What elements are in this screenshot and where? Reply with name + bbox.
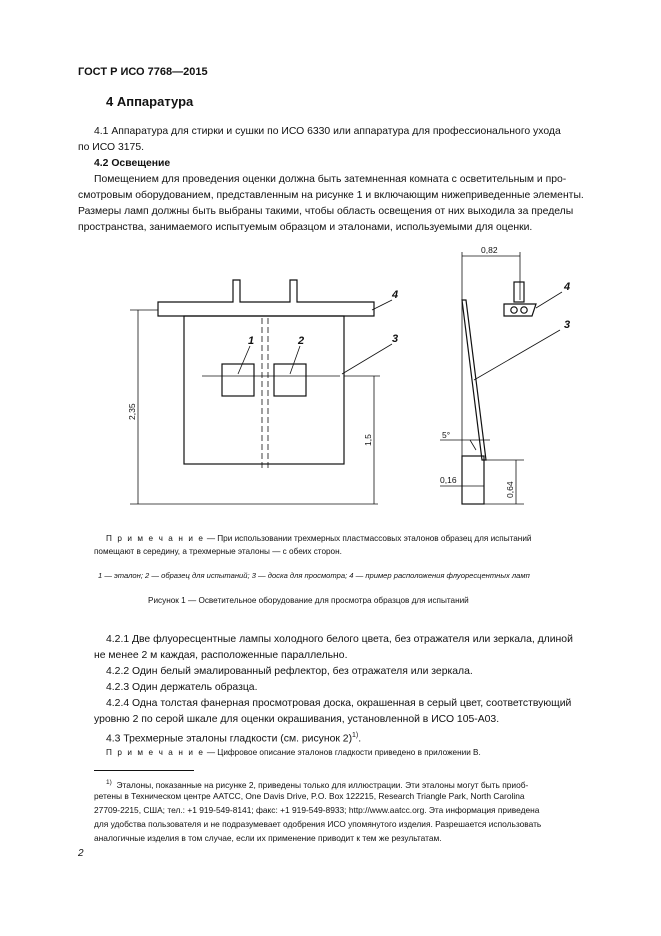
paragraph-4-2-line1: Помещением для проведения оценки должна быть затемненная комната с осветительным и про-	[94, 174, 567, 185]
figure-note-line2: помещают в середину, а трехмерные эталоны — с обеих сторон.	[94, 547, 342, 556]
footnote-ref: 1)	[352, 732, 359, 739]
lamp-bar	[158, 280, 374, 316]
paragraph-4-2-line3: Размеры ламп должны быть выбраны такими, чтобы область освещения от них выходила за пределы	[78, 206, 574, 217]
item-4-2-3: 4.2.3 Один держатель образца.	[106, 682, 258, 693]
note-2: П р и м е ч а н и е — Цифровое описание эталонов гладкости приведено в приложении В.	[106, 748, 481, 757]
leader-2	[290, 346, 300, 374]
leader-4	[372, 300, 392, 310]
item-4-2-2: 4.2.2 Один белый эмалированный рефлектор, без отражателя или зеркала.	[106, 666, 473, 677]
label-4: 4	[392, 289, 399, 301]
footnote-line3: 27709-2215, США; тел.: +1 919-549-8141; факс: +1 919-549-8933; http://www.aatcc.org. Эта информация приведена	[94, 805, 540, 815]
viewing-board	[184, 316, 344, 464]
label-2: 2	[298, 335, 305, 347]
figure-legend: 1 — эталон; 2 — образец для испытаний; 3 — доска для просмотра; 4 — пример расположения флуоресцентных ламп	[98, 571, 530, 580]
item-4-2-4-line1: 4.2.4 Одна толстая фанерная просмотровая доска, окрашенная в серый цвет, соответствующий	[106, 698, 572, 709]
page-number: 2	[78, 848, 84, 859]
item-4-3: 4.3 Трехмерные эталоны гладкости (см. рисунок 2)$^{1)}$.	[106, 732, 362, 745]
item-4-2-1-line1: 4.2.1 Две флуоресцентные лампы холодного белого цвета, без отражателя или зеркала, длиной	[106, 634, 573, 645]
label-4-side: 4	[564, 281, 571, 293]
dim-0-16: 0,16	[440, 475, 457, 485]
leader-1	[238, 346, 250, 374]
paragraph-4-2-line4: пространства, занимаемого испытуемым образцом и эталонами, используемыми для оценки.	[78, 222, 533, 233]
section-title: 4 Аппаратура	[106, 94, 194, 109]
item-4-2-4-line2: уровню 2 по серой шкале для оценки окрашивания, установленной в ИСО 105-А03.	[94, 714, 500, 725]
side-stand	[462, 456, 484, 504]
paragraph-4-1-line1: 4.1 Аппаратура для стирки и сушки по ИСО 6330 или аппаратура для профессионального ухода	[94, 126, 561, 137]
label-3: 3	[392, 333, 399, 345]
label-1: 1	[248, 335, 255, 347]
leader-3	[342, 344, 392, 374]
side-lamp-holder	[514, 282, 524, 302]
dim-0-82: 0,82	[481, 245, 498, 255]
footnote-line5: аналогичные изделия в том случае, если их применение приводит к тем же результатам.	[94, 833, 442, 843]
dim-1-5: 1,5	[363, 434, 373, 446]
standard-square	[222, 364, 254, 396]
footnote-separator	[94, 770, 194, 771]
dim-5-deg: 5°	[442, 430, 451, 440]
paragraph-4-2-line2: смотровым оборудованием, представленным на рисунке 1 и включающим нижеприведенные элементы.	[78, 190, 584, 201]
label-3-side: 3	[564, 319, 571, 331]
side-lamp	[504, 304, 536, 316]
figure-caption: Рисунок 1 — Осветительное оборудование для просмотра образцов для испытаний	[148, 596, 469, 605]
subsection-title: 4.2 Освещение	[94, 158, 171, 169]
note-2-lead: П р и м е ч а н и е	[106, 748, 205, 757]
footnote-mark: 1)	[106, 779, 112, 786]
footnote-line1: $^{1)}$ Эталоны, показанные на рисунке 2, приведены только для иллюстрации. Эти эталоны могут быть приоб-	[106, 779, 529, 790]
footnote-line2: ретены в Техническом центре AATCC, One Davis Drive, P.O. Box 122215, Research Triangle Park, North Carolina	[94, 791, 525, 801]
specimen-square	[274, 364, 306, 396]
figure-note-line1: П р и м е ч а н и е — При использовании трехмерных пластмассовых эталонов образец для испытаний	[106, 534, 532, 543]
dim-2-35: 2,35	[127, 403, 137, 420]
footnote-line4: для удобства пользователя и не подразумевает одобрения ИСО упомянутого изделия. Разрешается использовать	[94, 819, 542, 829]
document-header: ГОСТ Р ИСО 7768—2015	[78, 66, 208, 78]
note-lead: П р и м е ч а н и е	[106, 534, 205, 543]
item-4-2-1-line2: не менее 2 м каждая, расположенные параллельно.	[94, 650, 348, 661]
paragraph-4-1-line2: по ИСО 3175.	[78, 142, 145, 153]
dim-0-64: 0,64	[505, 481, 515, 498]
